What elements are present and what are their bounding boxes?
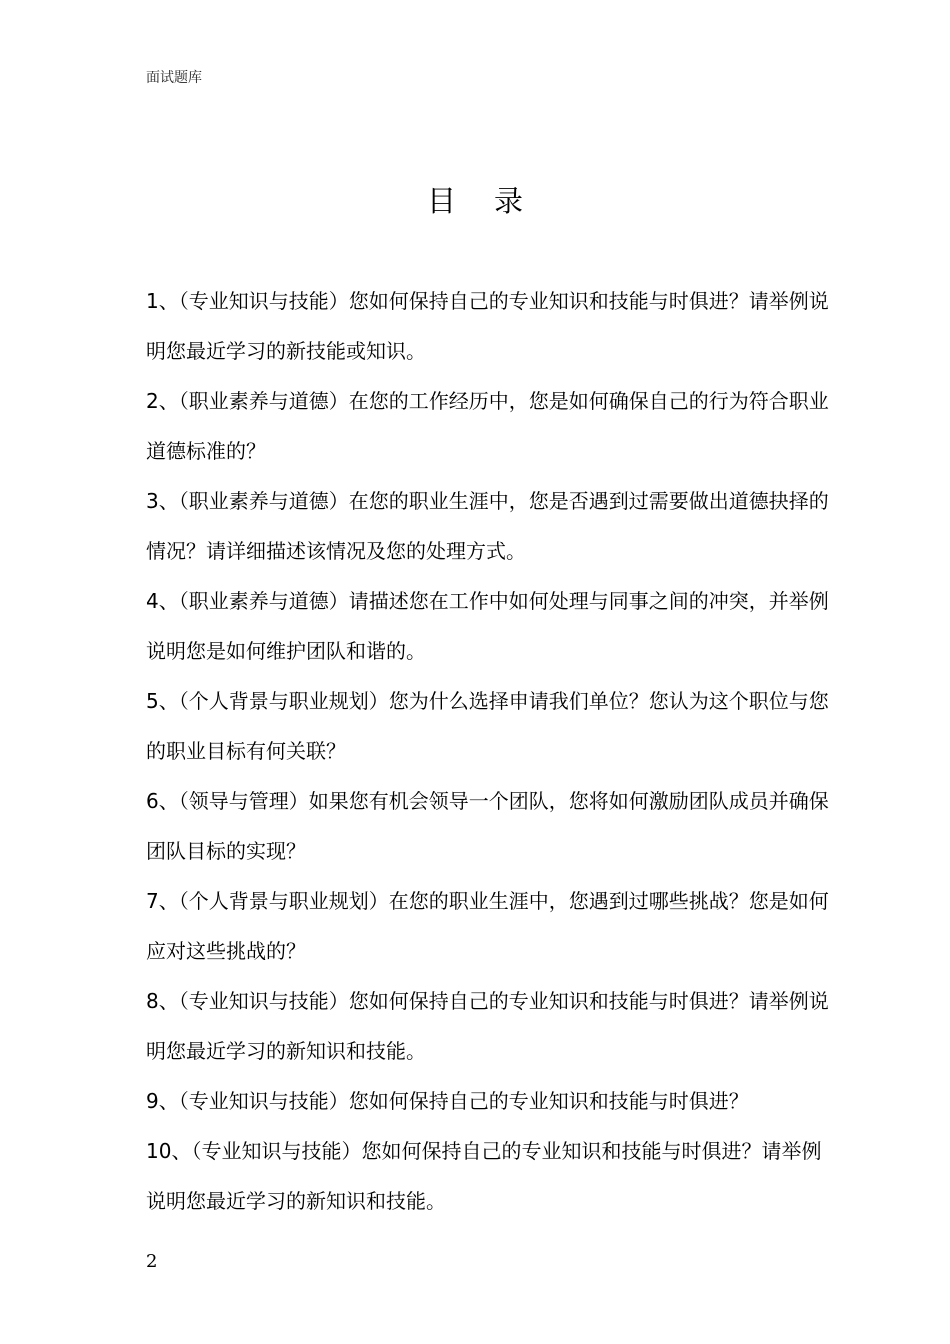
table-of-contents <box>146 276 836 1226</box>
toc-item-7[interactable]: 7、（个人背景与职业规划）在您的职业生涯中，您遇到过哪些挑战？您是如何应对这些挑战的？ <box>146 889 829 963</box>
page-title: 目录 <box>426 184 561 218</box>
toc-item-5[interactable]: 5、（个人背景与职业规划）您为什么选择申请我们单位？您认为这个职位与您的职业目标有何关联？ <box>146 689 829 763</box>
toc-item-1[interactable]: 1、（专业知识与技能）您如何保持自己的专业知识和技能与时俱进？请举例说明您最近学习的新技能或知识。 <box>146 289 829 363</box>
page-number: 2 <box>146 1251 158 1272</box>
toc-item-4[interactable]: 4、（职业素养与道德）请描述您在工作中如何处理与同事之间的冲突，并举例说明您是如何维护团队和谐的。 <box>146 589 829 663</box>
toc-item-2[interactable]: 2、（职业素养与道德）在您的工作经历中，您是如何确保自己的行为符合职业道德标准的？ <box>146 389 829 463</box>
page-header: 面试题库 <box>146 70 202 86</box>
toc-item-3[interactable]: 3、（职业素养与道德）在您的职业生涯中，您是否遇到过需要做出道德抉择的情况？请详细描述该情况及您的处理方式。 <box>146 489 829 563</box>
toc-item-6[interactable]: 6、（领导与管理）如果您有机会领导一个团队，您将如何激励团队成员并确保团队目标的实现？ <box>146 789 829 863</box>
toc-item-8[interactable]: 8、（专业知识与技能）您如何保持自己的专业知识和技能与时俱进？请举例说明您最近学习的新知识和技能。 <box>146 989 829 1063</box>
toc-item-10[interactable]: 10、（专业知识与技能）您如何保持自己的专业知识和技能与时俱进？请举例说明您最近学习的新知识和技能。 <box>146 1139 822 1213</box>
toc-item-9[interactable]: 9、（专业知识与技能）您如何保持自己的专业知识和技能与时俱进？ <box>146 1089 749 1113</box>
